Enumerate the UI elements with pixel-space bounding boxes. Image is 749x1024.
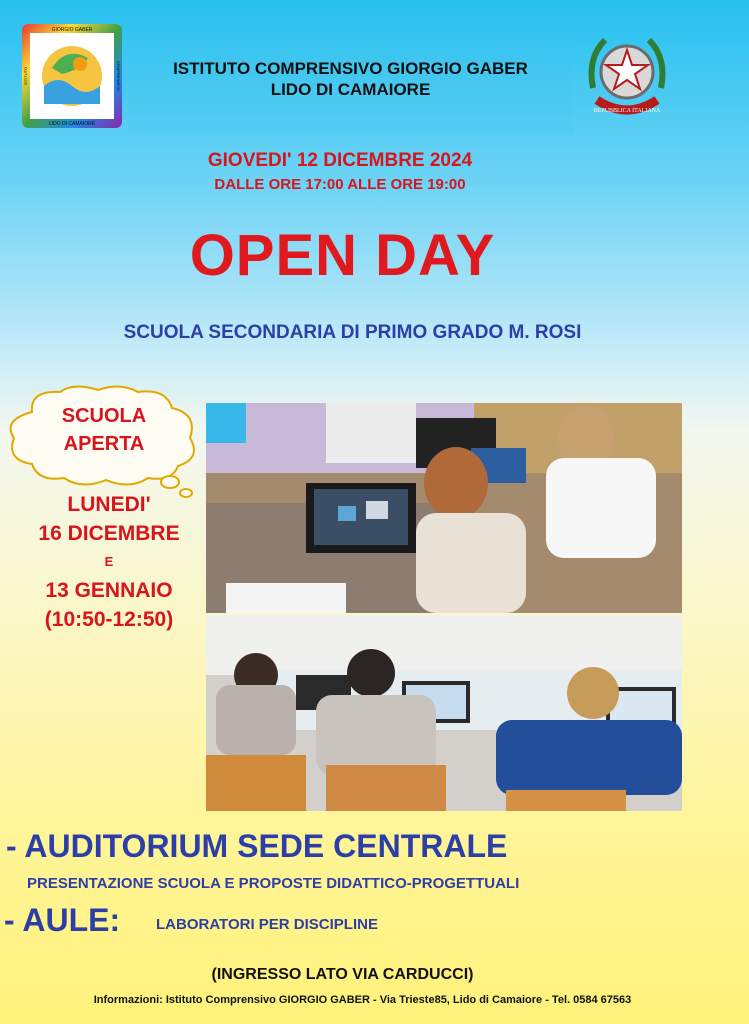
open-school-label [18, 402, 190, 458]
contact-info: Informazioni: Istituto Comprensivo GIORGIO GABER - Via Trieste85, Lido di Camaiore - Tel. 0584 67563 [93, 994, 632, 1006]
italian-republic-emblem [583, 28, 671, 122]
open-school-hours: (10:50-12:50) [44, 608, 174, 631]
classrooms-description: LABORATORI PER DISCIPLINE [156, 916, 378, 933]
classroom-photo-1 [206, 403, 682, 613]
day1-date: 16 DICEMBRE [38, 522, 180, 545]
open-school-line2: APERTA [63, 433, 145, 455]
school-name-line2: LIDO DI CAMAIORE [270, 80, 431, 99]
open-day-title: OPEN DAY [189, 223, 496, 288]
svg-text:COMPRENSIVO: COMPRENSIVO [116, 60, 121, 92]
school-name-line1: ISTITUTO COMPRENSIVO GIORGIO GABER [173, 59, 528, 78]
day1-weekday: LUNEDI' [67, 493, 151, 516]
event-time: DALLE ORE 17:00 ALLE ORE 19:00 [214, 176, 466, 193]
school-logo [22, 24, 122, 128]
school-subtitle: SCUOLA SECONDARIA DI PRIMO GRADO M. ROSI [123, 322, 582, 343]
school-name [128, 58, 573, 100]
svg-text:GIORGIO GABER: GIORGIO GABER [51, 27, 93, 33]
svg-text:LIDO DI CAMAIORE: LIDO DI CAMAIORE [48, 121, 96, 127]
classrooms-heading: - AULE: [4, 902, 121, 938]
open-school-dates [14, 490, 204, 634]
auditorium-description: PRESENTAZIONE SCUOLA E PROPOSTE DIDATTICO-PROGETTUALI [27, 875, 520, 892]
classroom-photo-2 [206, 615, 682, 811]
day2-date: 13 GENNAIO [45, 579, 173, 602]
entrance-note: (INGRESSO LATO VIA CARDUCCI) [211, 966, 474, 983]
dates-connector: E [104, 554, 114, 569]
svg-text:ISTITUTO: ISTITUTO [23, 66, 28, 86]
event-date: GIOVEDI' 12 DICEMBRE 2024 [207, 150, 473, 171]
auditorium-heading: - AUDITORIUM SEDE CENTRALE [6, 828, 508, 864]
svg-text:REPUBBLICA ITALIANA: REPUBBLICA ITALIANA [593, 108, 661, 114]
open-school-line1: SCUOLA [61, 405, 147, 427]
